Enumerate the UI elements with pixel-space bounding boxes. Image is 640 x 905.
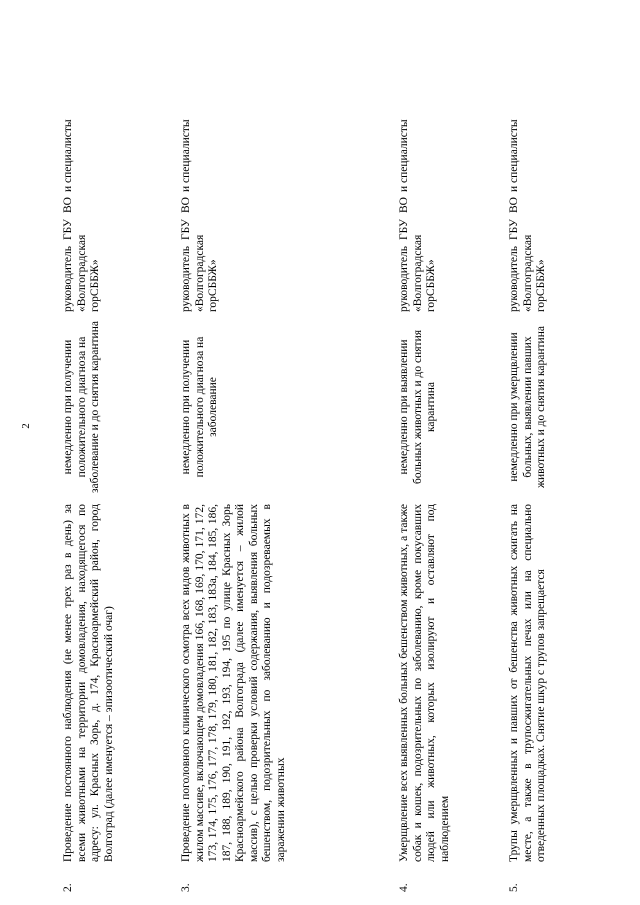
row-responsible-extra: и специалисты <box>62 119 74 192</box>
row-activity: Проведение поголовного клинического осмотра всех видов животных в жилом массиве, включающем домовладения 166, 168, 169, 170, 171, 172, 173, 174, 175, 176, 177, 178, 179, 180, 181, 182, 183, 183а, 184, 185, 186, 187, 188, 189, 190, 191, 192, 193, 194, 195 по улице Красных Зорь Красноармейского района Волгограда (далее именуется – жилой массив), с целью проверки условий содержания, выявления больных бешенством, подозрительных по заболеванию и подозреваемых в заражении животных <box>180 504 287 862</box>
row-number: 4. <box>398 883 410 892</box>
row-deadline: немедленно при умерщвлении больных, выявлении павших животных и до снятия карантина <box>508 326 547 488</box>
row-activity: Проведение постоянного наблюдения (не менее трех раз в день) за всеми животными на территории домовладения, находящегося по адресу: ул. Красных Зорь, д. 174, Красноармейский район, город Волгоград (далее именуется – эпизоотический очаг) <box>62 504 115 862</box>
row-activity: Умерщвление всех выявленных больных бешенством животных, а также собак и кошек, подозрительных по заболеванию, кроме покусавших людей или животных, которых изолируют и оставляют под наблюдением <box>398 504 451 862</box>
row-number: 5. <box>508 883 520 892</box>
row-responsible: руководитель ГБУ ВО «Волгоградская горСББЖ» <box>508 197 547 312</box>
row-activity: Трупы умерщвленных и павших от бешенства животных сжигать на месте, а также в трупосжигательных печах или на специально отведенных площадках. Снятие шкур с трупов запрещается <box>508 504 547 862</box>
row-deadline: немедленно при выявлении больных животных и до снятия карантина <box>398 329 437 485</box>
row-responsible: руководитель ГБУ ВО «Волгоградская горСББЖ» <box>62 197 101 312</box>
row-responsible-extra: и специалисты <box>398 119 410 192</box>
page-number: 2 <box>20 423 32 429</box>
row-responsible-extra: и специалисты <box>508 119 520 192</box>
row-responsible-extra: и специалисты <box>180 119 192 192</box>
row-number: 2. <box>62 883 74 892</box>
row-number: 3. <box>180 883 192 892</box>
row-deadline: немедленно при получении положительного диагноза на заболевание <box>180 336 219 478</box>
row-responsible: руководитель ГБУ ВО «Волгоградская горСББЖ» <box>180 197 219 312</box>
row-responsible: руководитель ГБУ ВО «Волгоградская горСББЖ» <box>398 197 437 312</box>
rotated-table <box>20 12 620 892</box>
row-deadline: немедленно при получении положительного диагноза на заболевание и до снятия карантина <box>62 321 101 493</box>
